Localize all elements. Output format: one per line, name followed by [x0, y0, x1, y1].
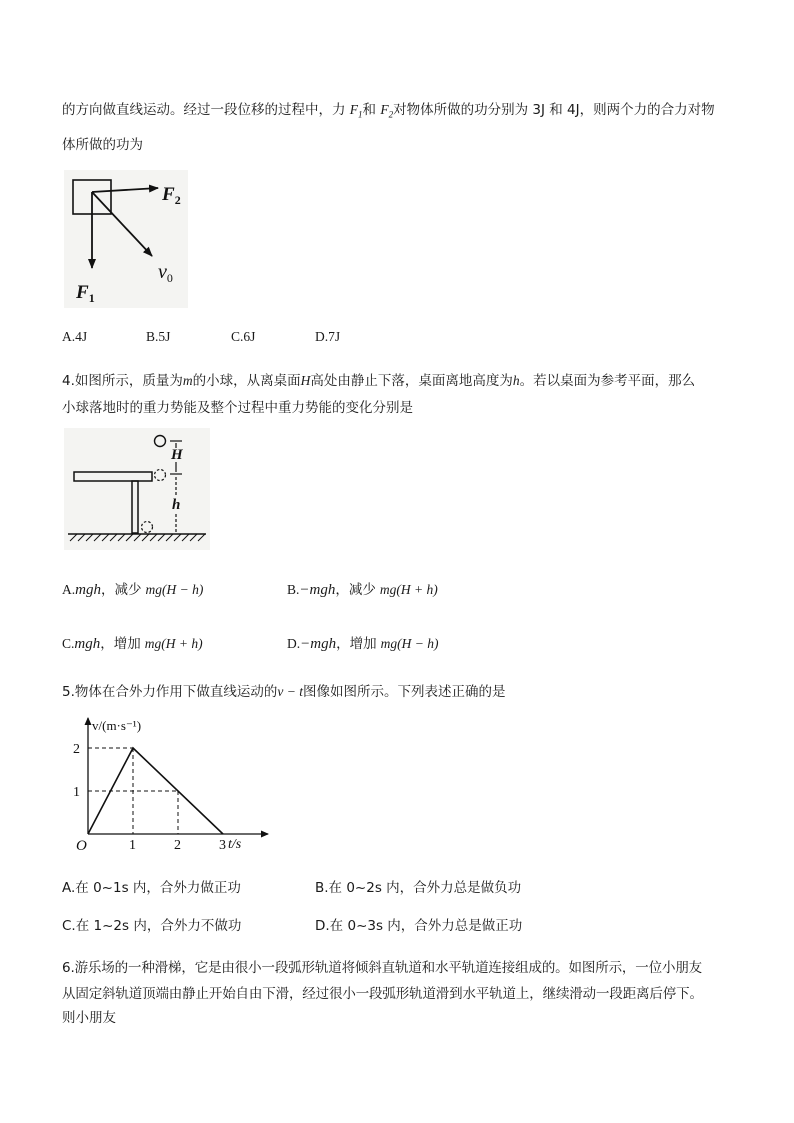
F2-label: $F_2$	[162, 184, 181, 207]
q4-option-b[interactable]: B.−mgh，减少 mg(H + h)	[287, 582, 438, 598]
y-tick-1: 1	[73, 785, 80, 800]
q4-option-c[interactable]: C.mgh，增加 mg(H + h)	[62, 636, 203, 652]
table-top	[74, 472, 152, 481]
ball-start	[155, 436, 166, 447]
ball-table-level	[155, 470, 166, 481]
q3-option-a[interactable]: A.4J	[62, 329, 88, 344]
q3-line2: 体所做的功为	[62, 137, 143, 153]
F1-label: $F_1$	[76, 282, 95, 305]
q5-option-c[interactable]: C.在 1~2s 内，合外力不做功	[62, 918, 242, 934]
h-label: h	[172, 497, 181, 513]
q4-line2: 小球落地时的重力势能及整个过程中重力势能的变化分别是	[62, 400, 413, 416]
q5-line1: 5.物体在合外力作用下做直线运动的v − t图像如图所示。下列表述正确的是	[62, 684, 506, 700]
q3-option-d[interactable]: D.7J	[315, 329, 341, 344]
ball-ground	[142, 522, 153, 533]
q3-option-c[interactable]: C.6J	[231, 329, 256, 344]
x-tick-2: 2	[174, 838, 181, 853]
q6-line1: 6.游乐场的一种滑梯，它是由很小一段弧形轨道将倾斜直轨道和水平轨道连接组成的。如图所示，一位小朋友	[62, 960, 703, 976]
table-diagram	[64, 428, 210, 550]
q4-option-a[interactable]: A.mgh，减少 mg(H − h)	[62, 582, 204, 598]
F2-symbol: $F_2$	[380, 102, 394, 120]
x-axis-label: t/s	[228, 837, 242, 852]
q5-option-a[interactable]: A.在 0~1s 内，合外力做正功	[62, 880, 241, 896]
force-diagram	[64, 170, 188, 308]
x-tick-1: 1	[129, 838, 136, 853]
q6-line3: 则小朋友	[62, 1010, 116, 1026]
q3-option-b[interactable]: B.5J	[146, 329, 171, 344]
q4-option-d[interactable]: D.−mgh，增加 mg(H − h)	[287, 636, 439, 652]
q4-line1: 4.如图所示，质量为m的小球，从离桌面H高处由静止下落，桌面离地高度为h。若以桌面为参考平面，那么	[62, 373, 696, 389]
H-label: H	[171, 447, 183, 463]
F2-arrow	[92, 188, 158, 192]
q3-line1: 的方向做直线运动。经过一段位移的过程中，力 $F_1$和 $F_2$对物体所做的功分别为 3J 和 4J，则两个力的合力对物	[62, 102, 715, 120]
F1-symbol: $F_1$	[349, 102, 363, 120]
table-leg	[132, 481, 138, 533]
v0-label: $v_0$	[158, 261, 173, 285]
v0-arrow	[92, 192, 152, 256]
y-axis-label: v/(m·s⁻¹)	[92, 718, 142, 733]
origin-label: O	[76, 838, 87, 854]
q5-option-d[interactable]: D.在 0~3s 内，合外力总是做正功	[315, 918, 523, 934]
q6-line2: 从固定斜轨道顶端由静止开始自由下滑，经过很小一段弧形轨道滑到水平轨道上，继续滑动一段距离后停下。	[62, 986, 703, 1002]
vt-chart	[62, 712, 272, 856]
q5-option-b[interactable]: B.在 0~2s 内，合外力总是做负功	[315, 880, 522, 896]
series-line	[88, 748, 223, 834]
x-tick-3: 3	[219, 838, 226, 853]
y-tick-2: 2	[73, 742, 80, 757]
